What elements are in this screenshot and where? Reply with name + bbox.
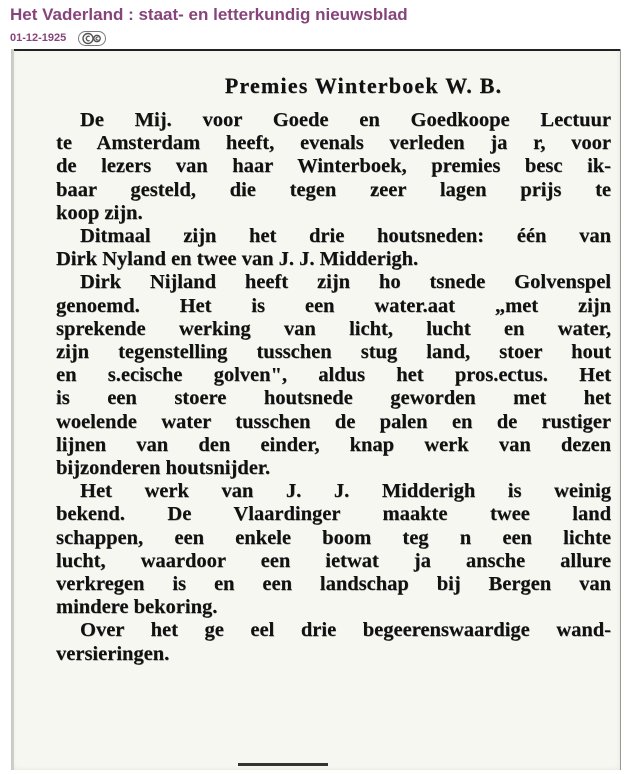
article-line: Het werk van J. J. Midderigh is weinig xyxy=(80,480,611,503)
article-line: de lezers van haar Winterboek, premies besc ik- xyxy=(56,155,611,178)
article-line: mindere bekoring. xyxy=(56,596,218,619)
article-line: baar gesteld, die tegen zeer lagen prijs te xyxy=(56,178,611,201)
article-line: koop zijn. xyxy=(56,201,143,224)
article-line: versieringen. xyxy=(56,642,170,665)
meta-row xyxy=(10,29,620,47)
article-line: genoemd. Het is een water.aat „met zijn xyxy=(56,294,611,317)
creative-commons-icon[interactable] xyxy=(78,31,106,46)
article-line: Dirk Nijland heeft zijn ho tsnede Golvenspel xyxy=(80,271,611,294)
scan-column-rule xyxy=(12,49,14,770)
newspaper-header xyxy=(10,4,620,52)
article-line: zijn tegenstelling tusschen stug land, stoer hout xyxy=(56,341,611,364)
article xyxy=(56,71,611,666)
article-line: bekend. De Vlaardinger maakte twee land xyxy=(56,503,611,526)
newspaper-title-link[interactable]: Het Vaderland : staat- en letterkundig nieuwsblad xyxy=(10,5,408,24)
article-line: is een stoere houtsnede geworden met het xyxy=(56,387,611,410)
article-line: bijzonderen houtsnijder. xyxy=(56,457,271,480)
article-line: lijnen van den einder, knap werk van dezen xyxy=(56,433,611,456)
article-line: en s.ecische golven", aldus het pros.ectus. Het xyxy=(56,364,611,387)
publication-date: 01-12-1925 xyxy=(10,32,67,44)
article-line: lucht, waardoor een ietwat ja ansche allure xyxy=(56,549,611,572)
article-end-rule xyxy=(238,763,328,766)
article-line: woelende water tusschen de palen en de rustiger xyxy=(56,410,611,433)
article-headline: Premies Winterboek W. B. xyxy=(224,73,503,98)
article-line: verkregen is en een landschap bij Bergen van xyxy=(56,573,611,596)
newspaper-scan xyxy=(11,49,621,770)
article-line: Dirk Nyland en twee van J. J. Midderigh. xyxy=(56,248,419,271)
article-line: schappen, een enkele boom teg n een lichte xyxy=(56,526,611,549)
article-body xyxy=(56,109,611,666)
article-line: te Amsterdam heeft, evenals verleden ja r, voor xyxy=(56,132,611,155)
article-line: Ditmaal zijn het drie houtsneden: één van xyxy=(80,225,611,248)
article-line: Over het ge eel drie begeerenswaardige wand- xyxy=(80,619,611,642)
article-line: De Mij. voor Goede en Goedkoope Lectuur xyxy=(80,109,611,131)
scan-top-rule xyxy=(12,49,620,51)
article-line: sprekende werking van licht, lucht en water, xyxy=(56,317,611,340)
